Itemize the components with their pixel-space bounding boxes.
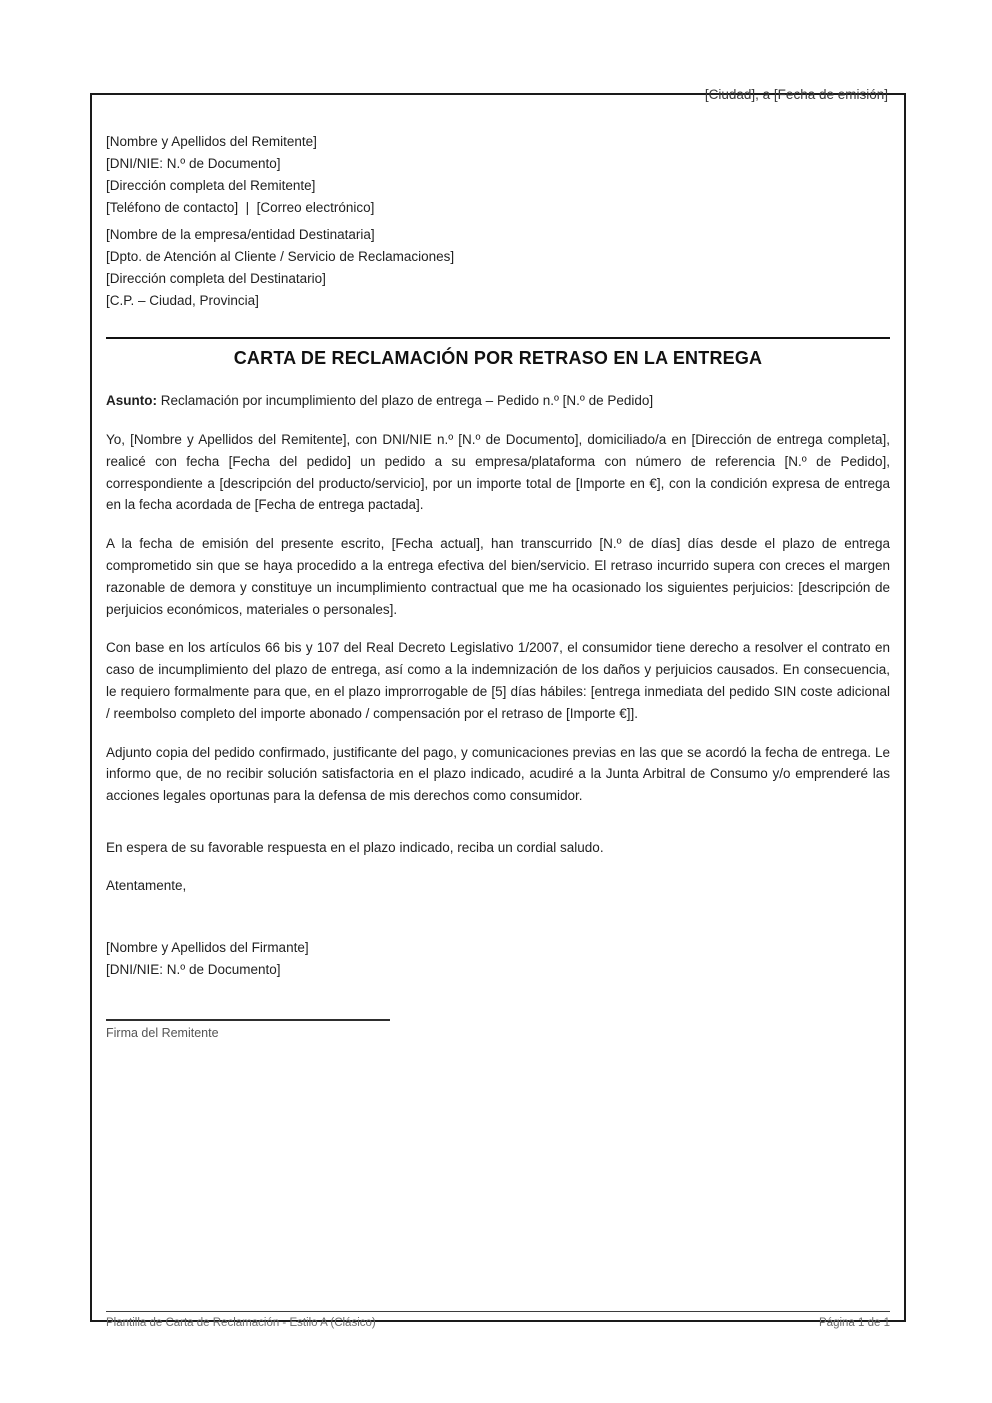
paragraph-attachments-warning: Adjunto copia del pedido confirmado, justificante del pago, y comunicaciones previas en las que se acordó la fecha de entrega. Le informo que, de no recibir solución satisfactoria en el plazo indicado, acudiré a la Junta Arbitral de Consumo y/o emprenderé las acciones legales oportunas para la defensa de mis derechos como consumidor. — [106, 744, 890, 804]
page-footer — [106, 1317, 890, 1329]
signature-line — [106, 1019, 390, 1021]
salutation: Atentamente, — [106, 877, 187, 893]
recipient-address: [Dirección completa del Destinatario] — [106, 271, 326, 286]
title-divider — [106, 337, 890, 339]
sender-name: [Nombre y Apellidos del Remitente] — [106, 134, 317, 149]
closing-sentence: En espera de su favorable respuesta en el plazo indicado, reciba un cordial saludo. — [106, 839, 604, 855]
recipient-company: [Nombre de la empresa/entidad Destinataria] — [106, 227, 375, 242]
sender-id: [DNI/NIE: N.º de Documento] — [106, 156, 281, 171]
sender-block — [106, 131, 890, 219]
letter-content — [92, 95, 904, 1040]
sender-address: [Dirección completa del Remitente] — [106, 178, 316, 193]
recipient-city: [C.P. – Ciudad, Provincia] — [106, 293, 259, 308]
subject-line — [106, 390, 890, 412]
recipient-block — [106, 224, 890, 312]
recipient-department: [Dpto. de Atención al Cliente / Servicio de Reclamaciones] — [106, 249, 455, 264]
signer-block — [106, 937, 890, 981]
signer-name: [Nombre y Apellidos del Firmante] — [106, 939, 309, 955]
subject-text: Reclamación por incumplimiento del plazo de entrega – Pedido n.º [N.º de Pedido] — [157, 393, 654, 408]
paragraph-order-details: Yo, [Nombre y Apellidos del Remitente], con DNI/NIE n.º [N.º de Documento], domiciliado/a en [Dirección de entrega completa], realicé con fecha [Fecha del pedido] un pedido a su empresa/plataforma con número de referencia [N.º de Pedido], correspondiente a [descripción del producto/servicio], por un importe total de [Importe en €], con la condición expresa de entrega en la fecha acordada de [Fecha de entrega pactada]. — [106, 432, 890, 513]
letter-title: CARTA DE RECLAMACIÓN POR RETRASO EN LA ENTREGA — [233, 348, 763, 368]
letter-page — [90, 87, 906, 1329]
sender-contact: [Teléfono de contacto] | [Correo electrónico] — [106, 200, 375, 215]
date-line: [Ciudad], a [Fecha de emisión] — [704, 87, 888, 102]
footer-page-number: Página 1 de 1 — [819, 1317, 890, 1329]
signer-id: [DNI/NIE: N.º de Documento] — [106, 961, 281, 977]
subject-label: Asunto: — [106, 393, 157, 408]
footer-template-name: Plantilla de Carta de Reclamación - Estilo A (Clásico) — [106, 1317, 376, 1329]
paragraph-legal-basis: Con base en los artículos 66 bis y 107 del Real Decreto Legislativo 1/2007, el consumidor tiene derecho a resolver el contrato en caso de incumplimiento del plazo de entrega, así como a la indemnización de los daños y perjuicios causados. En consecuencia, le requiero formalmente para que, en el plazo improrrogable de [5] días hábiles: [entrega inmediata del pedido SIN coste adicional / reembolso completo del importe abonado / compensación por el retraso de [Importe €]]. — [106, 640, 890, 721]
paragraph-delay-description: A la fecha de emisión del presente escrito, [Fecha actual], han transcurrido [N.º de días] días desde el plazo de entrega comprometido sin que se haya procedido a la entrega efectiva del bien/servicio. El retraso incurrido supera con creces el margen razonable de demora y constituye un incumplimiento contractual que me ha ocasionado los siguientes perjuicios: [descripción de perjuicios económicos, materiales o personales]. — [106, 536, 890, 617]
signature-caption: Firma del Remitente — [106, 1025, 219, 1040]
footer-divider — [106, 1311, 890, 1312]
